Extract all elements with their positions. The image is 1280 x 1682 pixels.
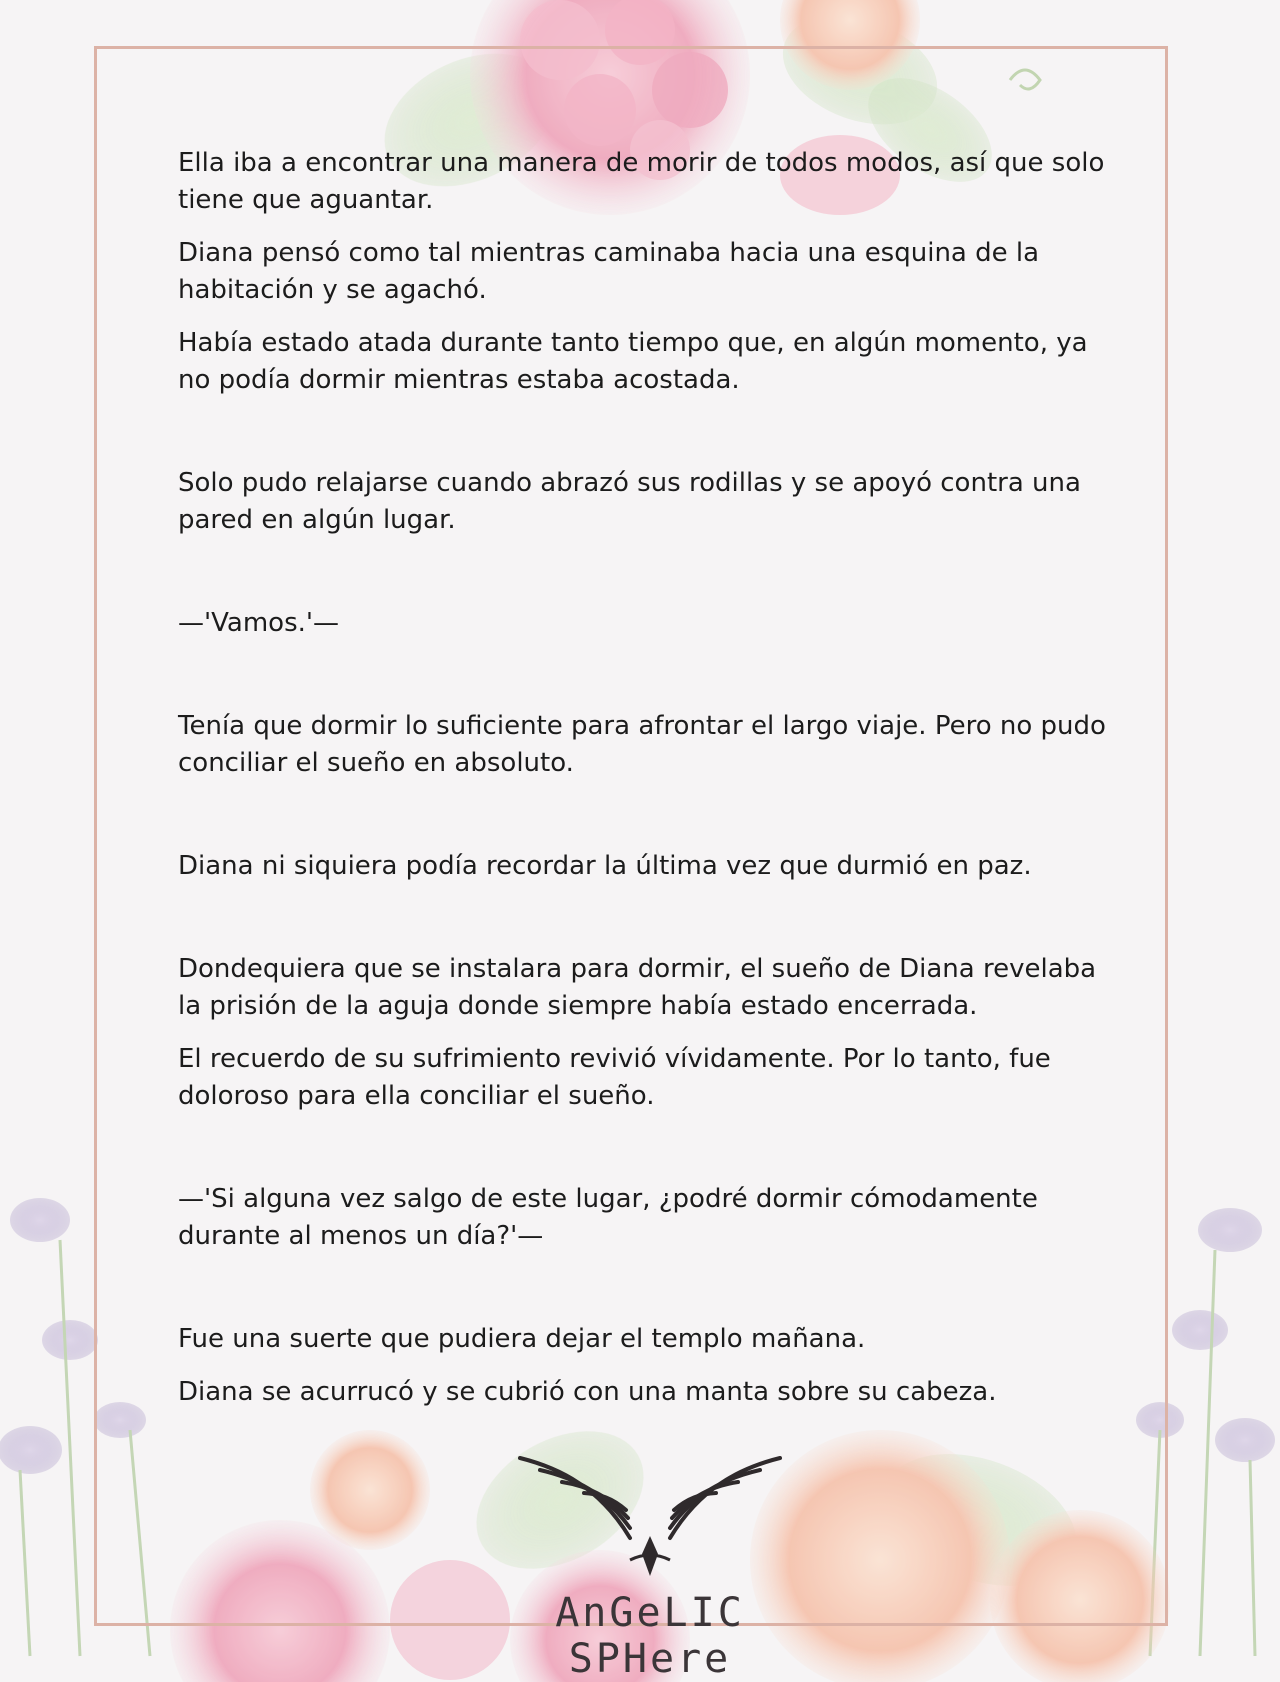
logo-wordmark: AnGeLIC SPHere bbox=[555, 1590, 745, 1682]
paragraph: Diana ni siquiera podía recordar la última vez que durmió en paz. bbox=[178, 851, 1032, 881]
paragraph: —'Si alguna vez salgo de este lugar, ¿podré dormir cómodamente durante al menos un día?'— bbox=[178, 1184, 1038, 1251]
angelic-sphere-logo bbox=[480, 1448, 820, 1682]
paragraph: Había estado atada durante tanto tiempo que, en algún momento, ya no podía dormir mientras estaba acostada. bbox=[178, 328, 1088, 395]
paragraph: Dondequiera que se instalara para dormir, el sueño de Diana revelaba la prisión de la aguja donde siempre había estado encerrada. bbox=[178, 954, 1097, 1021]
angel-wings-icon bbox=[480, 1448, 820, 1588]
paragraph: Fue una suerte que pudiera dejar el templo mañana. bbox=[178, 1324, 866, 1354]
paragraph: Tenía que dormir lo suficiente para afrontar el largo viaje. Pero no pudo conciliar el sueño en absoluto. bbox=[178, 711, 1106, 778]
paragraph: El recuerdo de su sufrimiento revivió vívidamente. Por lo tanto, fue doloroso para ella conciliar el sueño. bbox=[178, 1044, 1051, 1111]
paragraph: Ella iba a encontrar una manera de morir de todos modos, así que solo tiene que aguantar. bbox=[178, 148, 1105, 215]
paragraph: Diana se acurrucó y se cubrió con una manta sobre su cabeza. bbox=[178, 1377, 997, 1407]
paragraph: Diana pensó como tal mientras caminaba hacia una esquina de la habitación y se agachó. bbox=[178, 238, 1040, 305]
story-text bbox=[178, 145, 1108, 1411]
paragraph: —'Vamos.'— bbox=[178, 608, 340, 638]
paragraph: Solo pudo relajarse cuando abrazó sus rodillas y se apoyó contra una pared en algún lugar. bbox=[178, 468, 1081, 535]
